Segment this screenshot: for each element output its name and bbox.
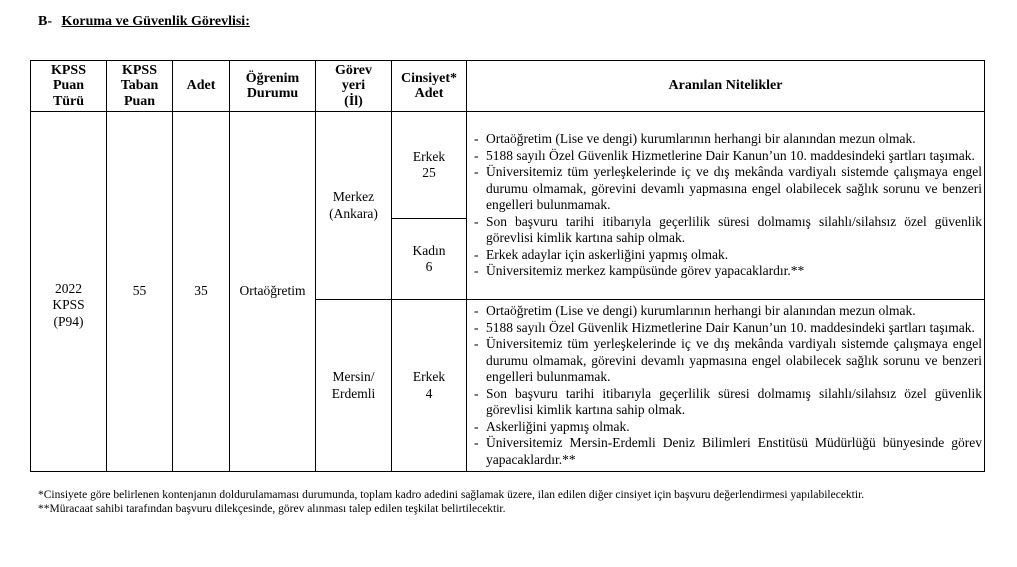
header-nitelikler: Aranılan Nitelikler: [467, 61, 985, 112]
requirement-item: - Üniversitemiz Mersin-Erdemli Deniz Bilimleri Enstitüsü Müdürlüğü bünyesinde görev yapacaklardır.**: [471, 435, 982, 468]
header-taban-puan: KPSS Taban Puan: [107, 61, 173, 112]
footnote-application: **Müracaat sahibi tarafından başvuru dilekçesinde, görev alınması talep edilen teşkilat belirtilecektir.: [38, 503, 506, 515]
requirement-item: - Üniversitemiz tüm yerleşkelerinde iç ve dış mekânda vardiyalı sistemde çalışmaya engel durumu olmamak, görevini devamlı yapmasına engel olabilecek sağlık sorunu ve benzeri engelleri bulunmamak.: [471, 164, 982, 214]
requirement-item: - Son başvuru tarihi itibarıyla geçerlilik süresi dolmamış silahlı/silahsız özel güvenlik görevlisi kimlik kartına sahip olmak.: [471, 386, 982, 419]
header-row: [31, 61, 985, 112]
section-title: Koruma ve Güvenlik Görevlisi:: [61, 14, 250, 29]
requirement-item: - Ortaöğretim (Lise ve dengi) kurumlarının herhangi bir alanından mezun olmak.: [471, 131, 982, 148]
cell-requirements-mersin: [467, 300, 985, 472]
footnotes: [38, 488, 978, 516]
requirement-item: - Askerliğini yapmış olmak.: [471, 419, 982, 436]
section-prefix: B-: [38, 14, 52, 29]
table-row: [31, 112, 985, 219]
requirements-table: [30, 60, 985, 472]
requirement-item: - Üniversitemiz merkez kampüsünde görev yapacaklardır.**: [471, 263, 982, 280]
requirements-list-merkez: [471, 131, 982, 280]
requirement-item: - 5188 sayılı Özel Güvenlik Hizmetlerine Dair Kanun’un 10. maddesindeki şartları taşımak.: [471, 320, 982, 337]
header-ogrenim: Öğrenim Durumu: [230, 61, 316, 112]
footnote-gender: *Cinsiyete göre belirlenen kontenjanın doldurulamaması durumunda, toplam kadro adedini sağlamak üzere, ilan edilen diğer cinsiyet için başvuru değerlendirmesi yapılabilecektir.: [38, 489, 865, 501]
requirement-item: - 5188 sayılı Özel Güvenlik Hizmetlerine Dair Kanun’un 10. maddesindeki şartları taşımak.: [471, 148, 982, 165]
requirements-list-mersin: [471, 303, 982, 468]
cell-gender-kadin-merkez: Kadın 6: [392, 219, 467, 300]
cell-puan-turu: 2022 KPSS (P94): [31, 112, 107, 472]
cell-location-mersin: Mersin/ Erdemli: [316, 300, 392, 472]
cell-requirements-merkez: [467, 112, 985, 300]
cell-taban-puan: 55: [107, 112, 173, 472]
requirement-item: - Ortaöğretim (Lise ve dengi) kurumlarının herhangi bir alanından mezun olmak.: [471, 303, 982, 320]
header-cinsiyet: Cinsiyet* Adet: [392, 61, 467, 112]
requirement-item: - Üniversitemiz tüm yerleşkelerinde iç ve dış mekânda vardiyalı sistemde çalışmaya engel durumu olmamak, görevini devamlı yapmasına engel olabilecek sağlık sorunu ve benzeri engelleri bulunmamak.: [471, 336, 982, 386]
requirement-item: - Erkek adaylar için askerliğini yapmış olmak.: [471, 247, 982, 264]
header-gorev-yeri: Görev yeri (İl): [316, 61, 392, 112]
cell-gender-erkek-merkez: Erkek 25: [392, 112, 467, 219]
requirement-item: - Son başvuru tarihi itibarıyla geçerlilik süresi dolmamış silahlı/silahsız özel güvenlik görevlisi kimlik kartına sahip olmak.: [471, 214, 982, 247]
header-puan-turu: KPSS Puan Türü: [31, 61, 107, 112]
cell-adet: 35: [173, 112, 230, 472]
cell-location-merkez: Merkez (Ankara): [316, 112, 392, 300]
cell-ogrenim: Ortaöğretim: [230, 112, 316, 472]
header-adet: Adet: [173, 61, 230, 112]
cell-gender-erkek-mersin: Erkek 4: [392, 300, 467, 472]
section-heading: [38, 14, 250, 30]
